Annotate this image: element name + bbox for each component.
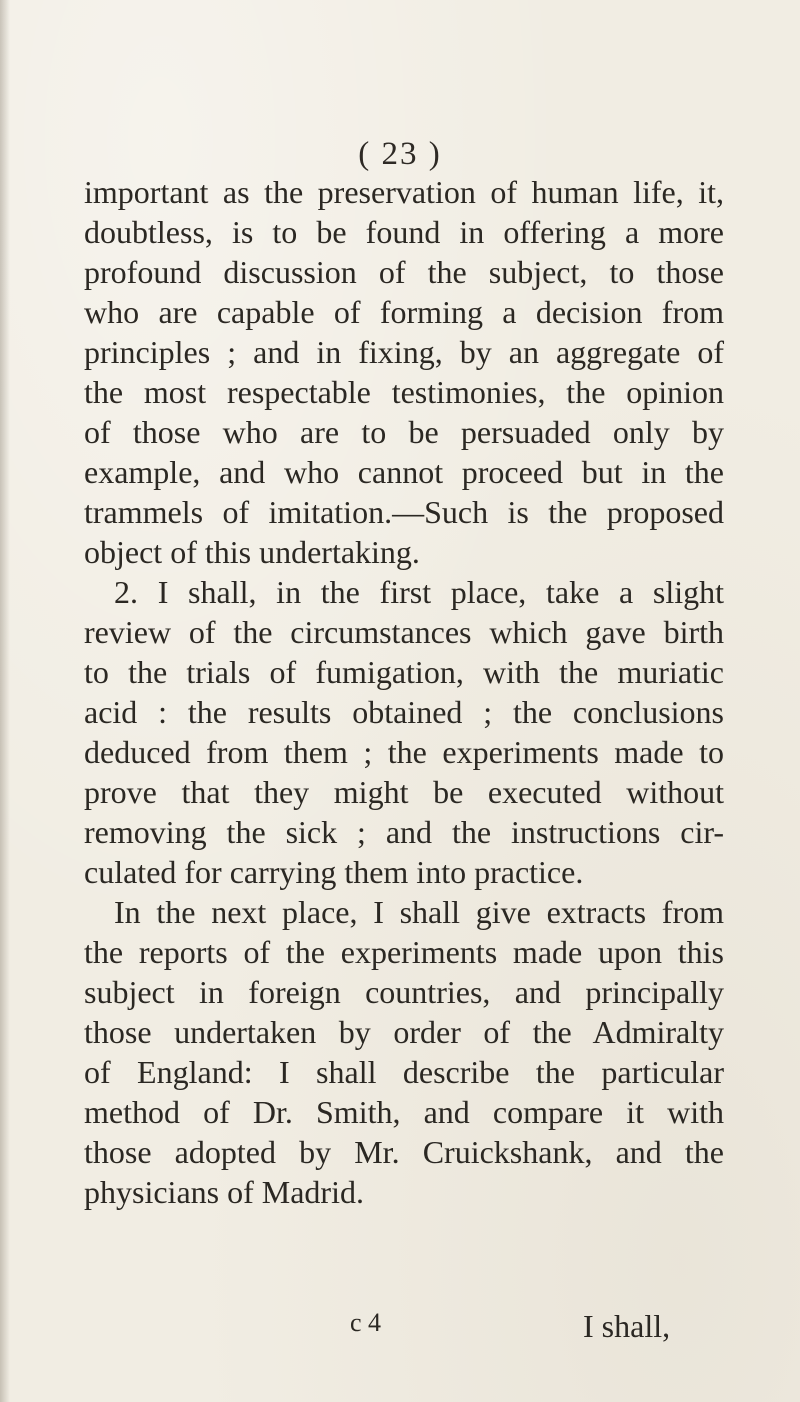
- page-number: ( 23 ): [358, 136, 442, 172]
- text-line: profound discussion of the subject, to those: [84, 254, 724, 290]
- text-line: method of Dr. Smith, and compare it with: [84, 1094, 724, 1130]
- text-line: important as the preservation of human life, it,: [84, 174, 724, 210]
- text-line: those adopted by Mr. Cruickshank, and the: [84, 1134, 724, 1170]
- text-line: object of this undertaking.: [84, 534, 420, 570]
- text-line: prove that they might be executed without: [84, 774, 724, 810]
- page-footer: [0, 1308, 800, 1352]
- body-text: [84, 172, 724, 1212]
- text-line: subject in foreign countries, and principally: [84, 974, 724, 1010]
- text-line: the reports of the experiments made upon this: [84, 934, 724, 970]
- text-line: of England: I shall describe the particular: [84, 1054, 724, 1090]
- text-line: to the trials of fumigation, with the muriatic: [84, 654, 724, 690]
- text-line: review of the circumstances which gave birth: [84, 614, 724, 650]
- text-line: 2. I shall, in the first place, take a slight: [114, 574, 724, 610]
- text-line: who are capable of forming a decision from: [84, 294, 724, 330]
- text-line: example, and who cannot proceed but in the: [84, 454, 724, 490]
- binding-shadow: [0, 0, 10, 1402]
- text-line: doubtless, is to be found in offering a more: [84, 214, 724, 250]
- text-line: acid : the results obtained ; the conclusions: [84, 694, 724, 730]
- text-line: culated for carrying them into practice.: [84, 854, 584, 890]
- text-line: principles ; and in fixing, by an aggregate of: [84, 334, 724, 370]
- text-line: those undertaken by order of the Admiralty: [84, 1014, 724, 1050]
- signature-mark: c 4: [350, 1308, 382, 1337]
- text-line: In the next place, I shall give extracts from: [114, 894, 724, 930]
- catchword: I shall,: [583, 1308, 671, 1344]
- text-line: the most respectable testimonies, the opinion: [84, 374, 724, 410]
- text-line: trammels of imitation.—Such is the proposed: [84, 494, 724, 530]
- text-line: of those who are to be persuaded only by: [84, 414, 724, 450]
- text-line: removing the sick ; and the instructions cir-: [84, 814, 724, 850]
- text-line: deduced from them ; the experiments made to: [84, 734, 724, 770]
- text-line: physicians of Madrid.: [84, 1174, 364, 1210]
